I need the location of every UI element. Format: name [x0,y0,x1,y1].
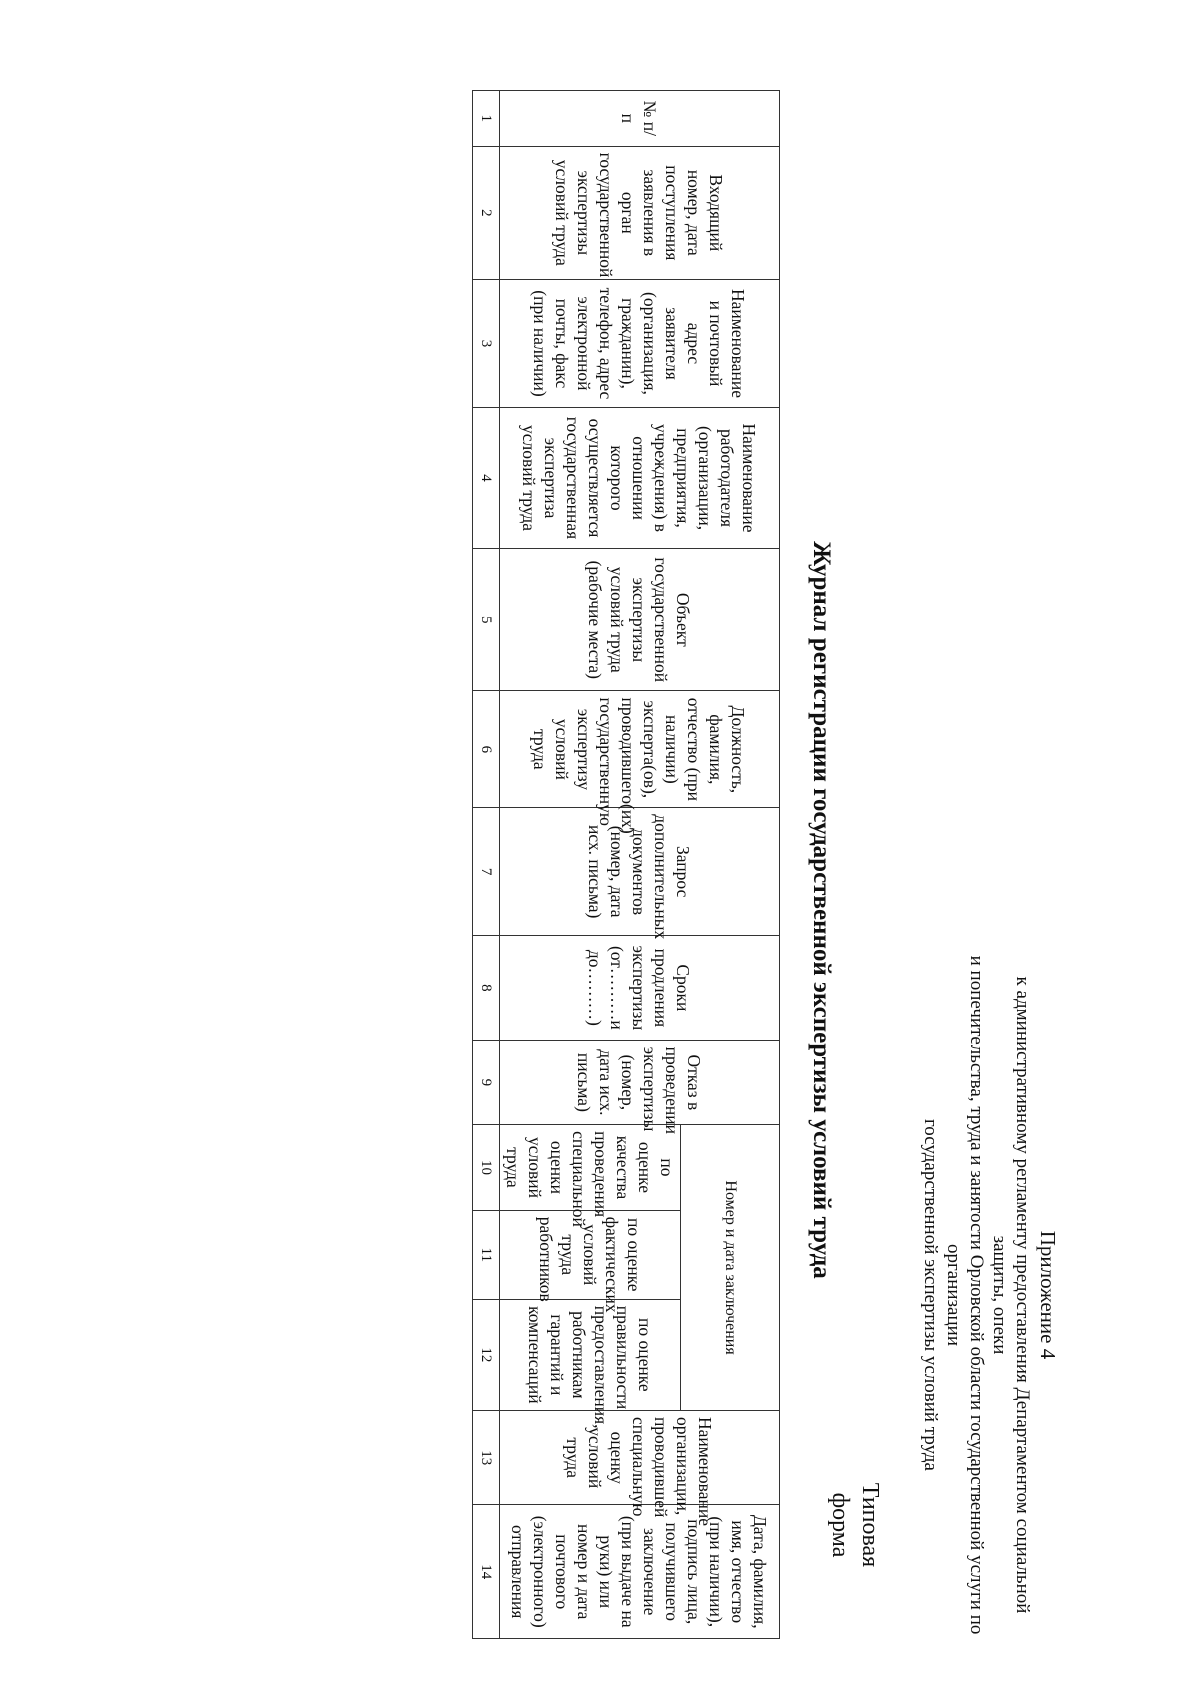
header-col-3: Наименование и почтовый адрес заявителя (организация, гражданин), телефон, адрес электронной почты, факс (при наличии) [500,280,780,408]
appendix-line-3: государственной экспертизы условий труда [920,1118,941,1471]
form-type-line-1: Типовая [857,1482,883,1568]
column-number: 10 [473,1125,500,1211]
column-number: 3 [473,280,500,408]
appendix-line-2: и попечительства, труда и занятости Орловской области государственной услуги по организации [943,955,987,1635]
journal-table [472,90,780,1639]
appendix-block [919,950,1062,1640]
rotated-sheet [370,90,1070,1640]
form-type-label [825,1450,885,1600]
column-number: 4 [473,407,500,548]
header-col-2: Входящий номер, дата поступления заявления в орган государственной экспертизы условий труда [500,146,780,279]
form-type-line-2: форма [827,1492,853,1558]
journal-title: Журнал регистрации государственной экспертизы условий труда [808,541,835,1279]
appendix-title: Приложение 4 [1036,1230,1060,1360]
column-number: 1 [473,91,500,147]
column-number: 7 [473,808,500,936]
column-number: 6 [473,691,500,808]
header-col-14: Дата, фамилия, имя, отчество (при наличии), подпись лица, получившего заключение (при выдаче на руки) или номер и дата почтового (электронного) отправления [500,1505,780,1639]
header-col-11: по оценке фактических условий труда работников [500,1210,681,1299]
column-number: 8 [473,936,500,1041]
header-col-10: по оценке качества проведения специальной оценки условий труда [500,1125,681,1211]
column-number: 5 [473,549,500,691]
column-number: 14 [473,1505,500,1639]
header-col-5: Объект государственной экспертизы условий труда (рабочие места) [500,549,780,691]
column-number: 13 [473,1410,500,1505]
header-col-1: № п/п [500,91,780,147]
header-col-6: Должность, фамилия, отчество (при наличии) эксперта(ов), проводившего(их) государственную экспертизу условий труда [500,691,780,808]
column-number: 11 [473,1210,500,1299]
header-col-13: Наименование организации, проводившей специальную оценку условий труда [500,1410,780,1505]
header-col-8: Сроки продления экспертизы (от………и до………) [500,936,780,1041]
header-col-9: Отказ в проведении экспертизы (номер, дата исх. письма) [500,1040,780,1125]
column-number: 9 [473,1040,500,1125]
header-group-conclusion: Номер и дата заключения [681,1125,780,1411]
column-number: 2 [473,146,500,279]
header-col-12: по оценке правильности предоставления, работникам гарантий и компенсаций [500,1299,681,1410]
appendix-line-1: к административному регламенту предоставления Департаментом социальной защиты, опеки [989,976,1033,1614]
header-col-4: Наименование работодателя (организации, предприятия, учреждения) в отношении которого осуществляется государственная экспертиза условий труда [500,407,780,548]
column-number: 12 [473,1299,500,1410]
header-col-7: Запрос дополнительных документов (номер, дата исх. письма) [500,808,780,936]
